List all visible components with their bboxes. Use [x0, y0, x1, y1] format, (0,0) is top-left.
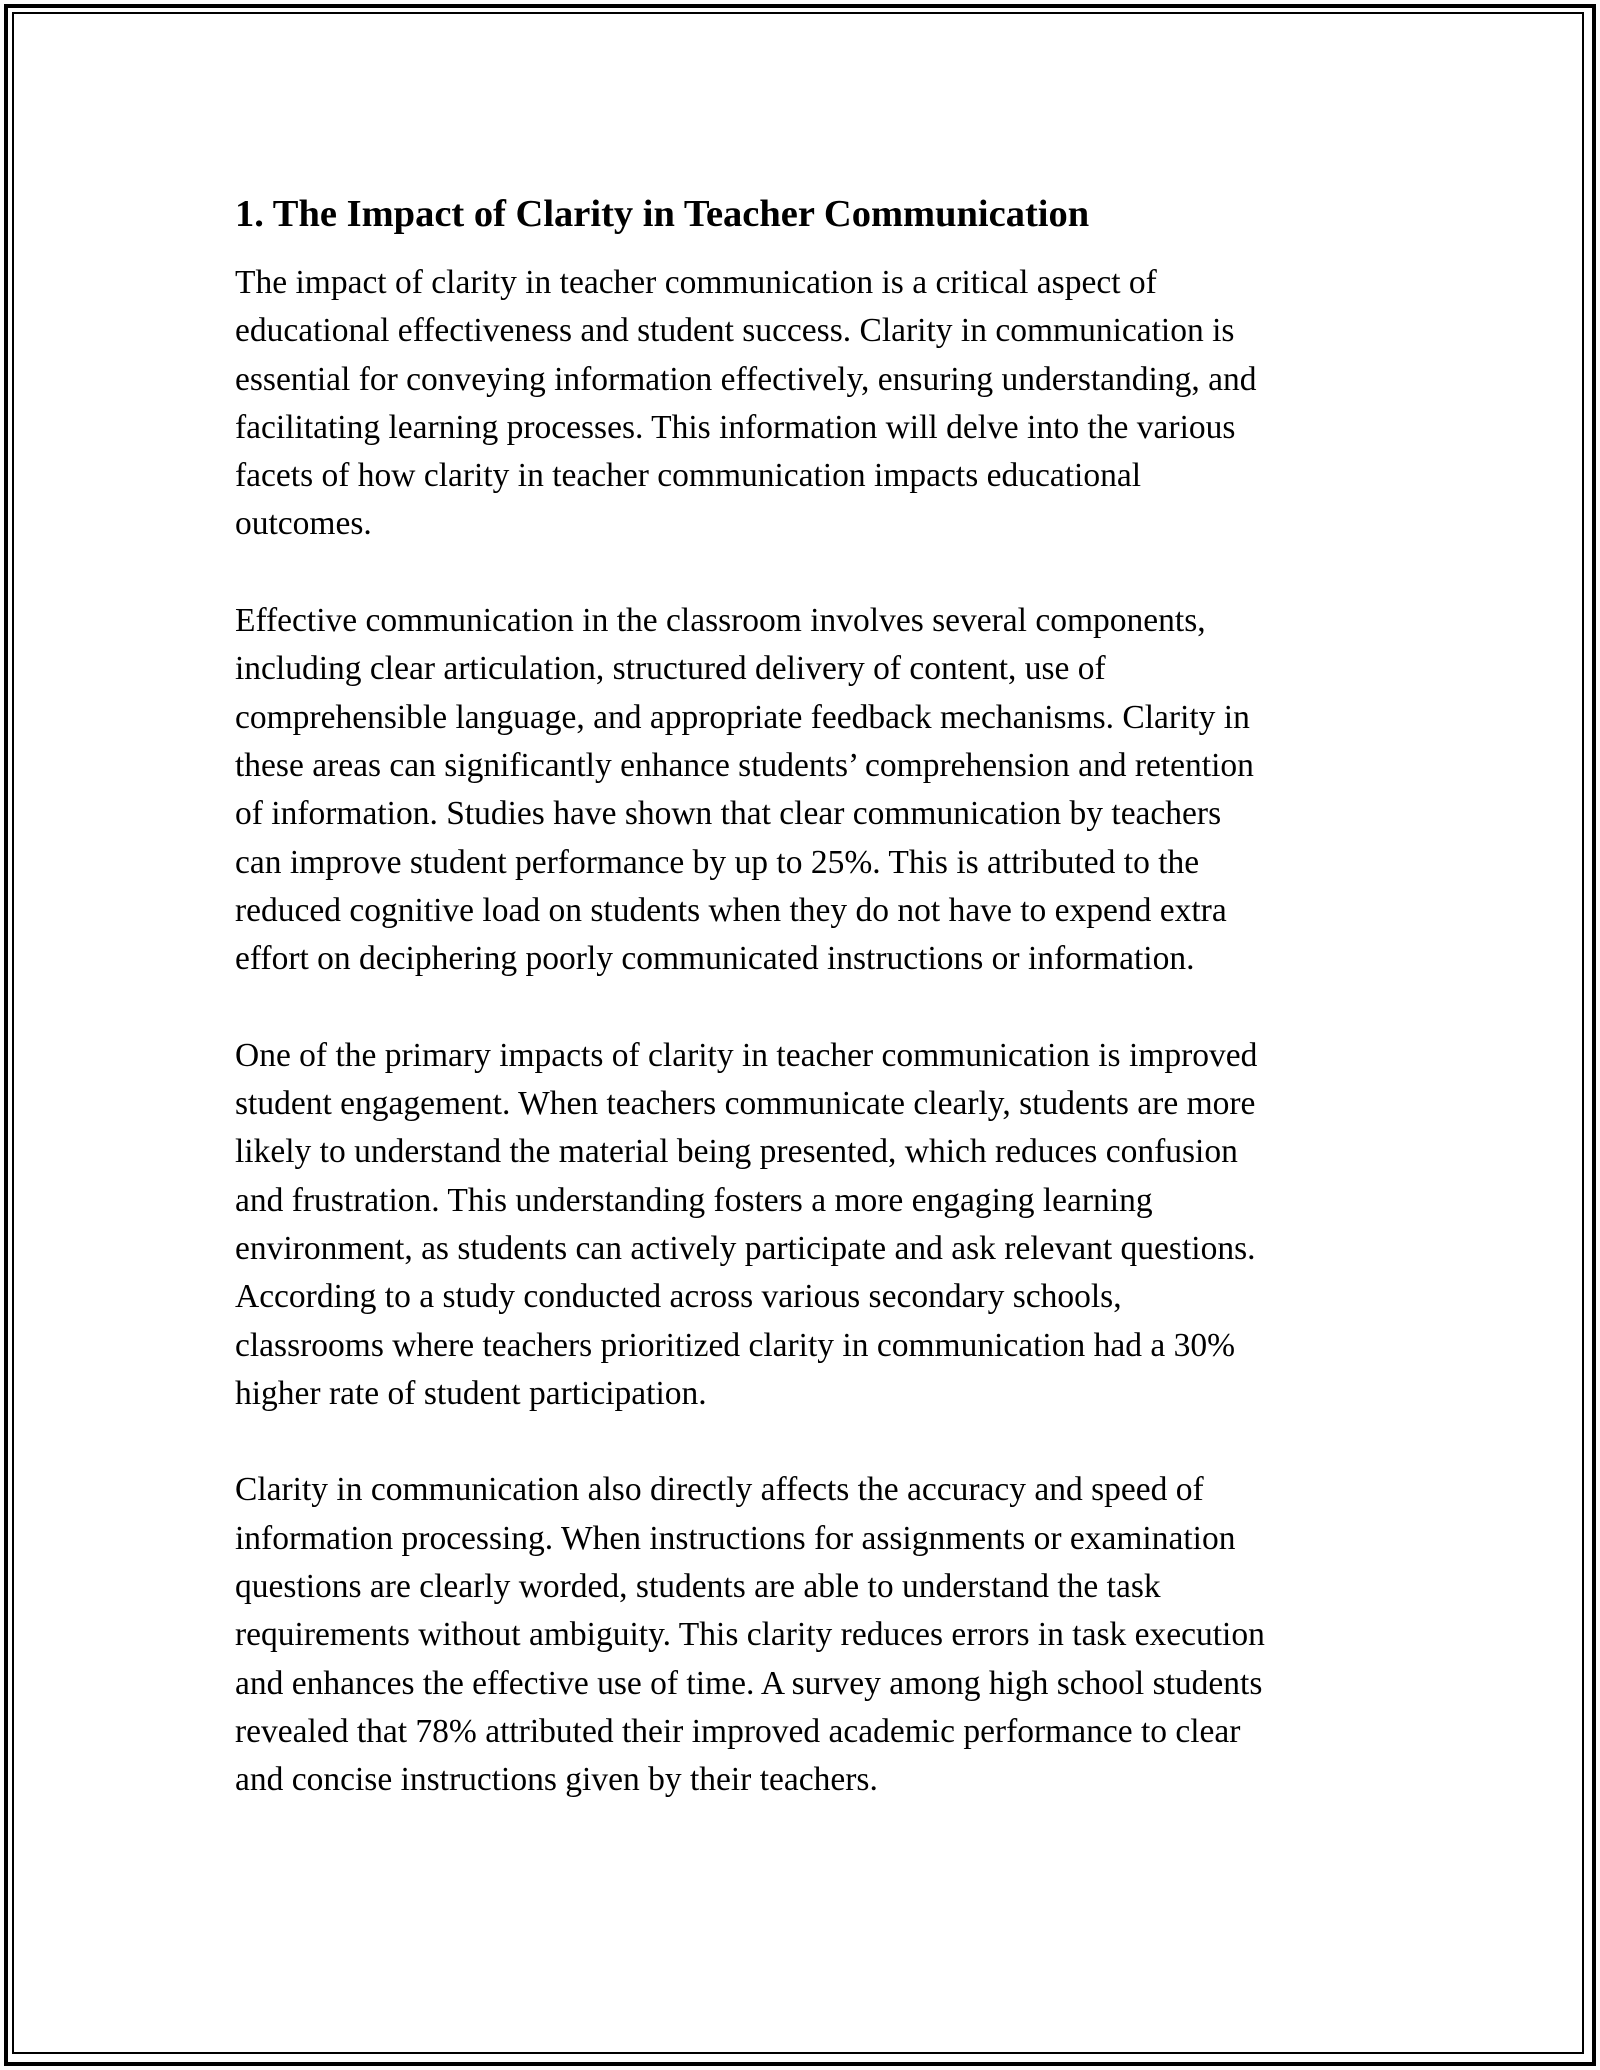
text-line: Clarity in communication also directly affects the accuracy and speed of: [235, 1471, 1204, 1509]
text-line: and concise instructions given by their teachers.: [235, 1761, 878, 1799]
text-line: facets of how clarity in teacher communication impacts educational: [235, 457, 1142, 495]
text-line: According to a study conducted across various secondary schools,: [235, 1278, 1122, 1316]
text-line: these areas can significantly enhance students’ comprehension and retention: [235, 746, 1254, 784]
document-body: [235, 185, 1385, 1853]
text-line: The impact of clarity in teacher communication is a critical aspect of: [235, 264, 1157, 301]
text-line: and frustration. This understanding fosters a more engaging learning: [235, 1181, 1153, 1219]
section-heading: 1. The Impact of Clarity in Teacher Communication: [235, 193, 1090, 235]
text-line: student engagement. When teachers communicate clearly, students are more: [235, 1085, 1256, 1123]
paragraph-1: [235, 259, 1385, 549]
text-line: educational effectiveness and student success. Clarity in communication is: [235, 312, 1235, 350]
text-line: questions are clearly worded, students are able to understand the task: [235, 1568, 1161, 1606]
text-line: information processing. When instructions for assignments or examination: [235, 1519, 1236, 1557]
text-line: environment, as students can actively participate and ask relevant questions.: [235, 1229, 1256, 1267]
text-line: reduced cognitive load on students when they do not have to expend extra: [235, 891, 1227, 929]
text-line: of information. Studies have shown that clear communication by teachers: [235, 795, 1222, 833]
text-line: Effective communication in the classroom involves several components,: [235, 602, 1206, 640]
text-line: including clear articulation, structured delivery of content, use of: [235, 650, 1106, 688]
text-line: can improve student performance by up to 25%. This is attributed to the: [235, 843, 1200, 881]
text-line: comprehensible language, and appropriate feedback mechanisms. Clarity in: [235, 698, 1250, 736]
text-line: effort on deciphering poorly communicated instructions or information.: [235, 940, 1195, 978]
text-line: outcomes.: [235, 505, 372, 543]
text-line: One of the primary impacts of clarity in teacher communication is improved: [235, 1036, 1258, 1074]
paragraph-2: [235, 597, 1385, 983]
text-line: higher rate of student participation.: [235, 1374, 707, 1412]
paragraph-4: [235, 1466, 1385, 1804]
text-line: classrooms where teachers prioritized clarity in communication had a 30%: [235, 1326, 1235, 1364]
text-line: and enhances the effective use of time. A survey among high school students: [235, 1664, 1263, 1702]
text-line: requirements without ambiguity. This clarity reduces errors in task execution: [235, 1616, 1265, 1654]
text-line: revealed that 78% attributed their improved academic performance to clear: [235, 1712, 1241, 1750]
text-line: facilitating learning processes. This information will delve into the various: [235, 408, 1236, 446]
text-line: likely to understand the material being presented, which reduces confusion: [235, 1133, 1238, 1171]
text-line: essential for conveying information effectively, ensuring understanding, and: [235, 360, 1257, 398]
paragraph-3: [235, 1032, 1385, 1418]
